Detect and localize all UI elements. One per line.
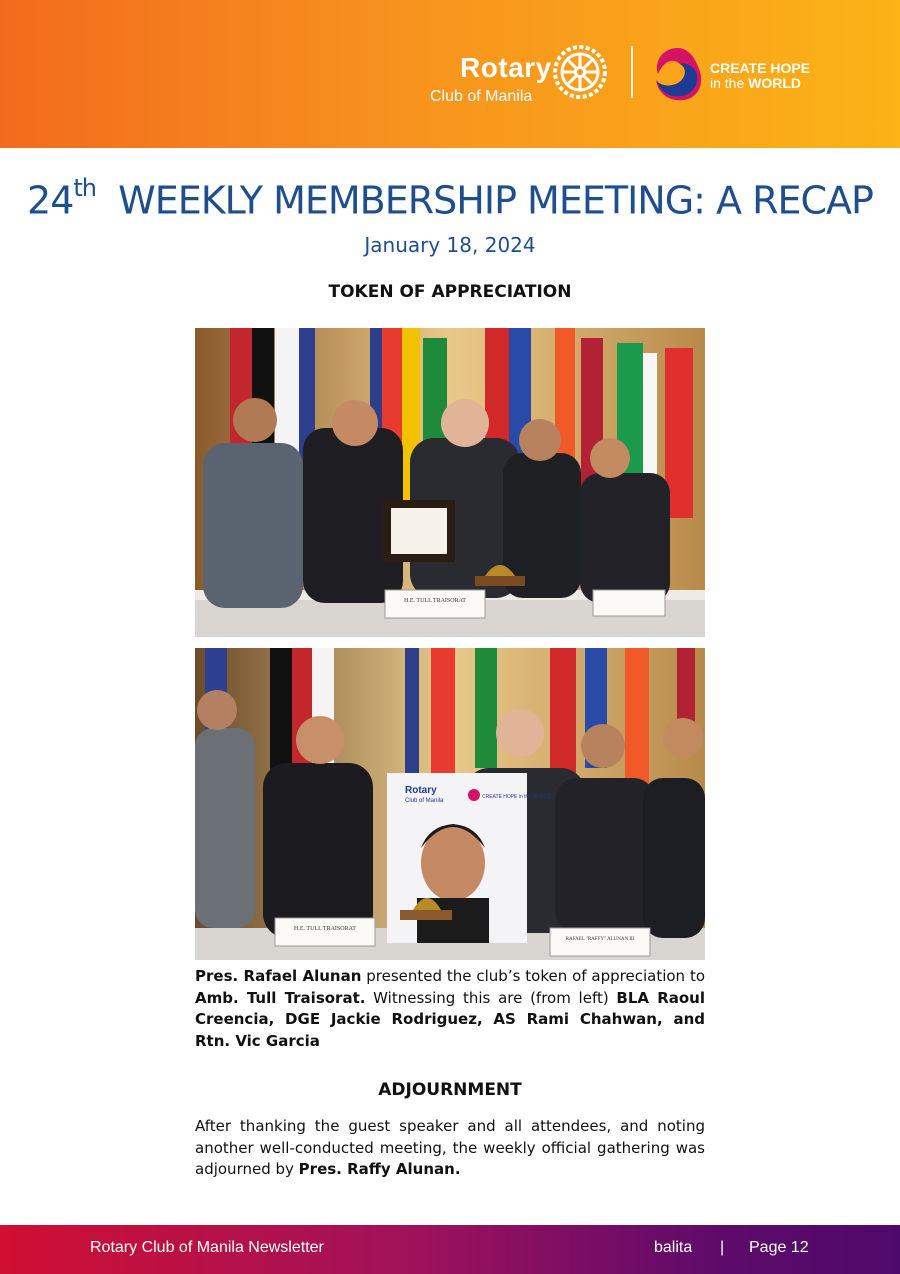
theme-line-2-prefix: in the xyxy=(710,75,749,91)
caption-witnesses: BLA Raoul Creencia, DGE Jackie Rodriguez, AS Rami Chahwan, and Rtn. Vic Garcia xyxy=(195,988,705,1050)
footer-balita: balita xyxy=(654,1239,693,1256)
header-banner xyxy=(0,0,900,148)
photo-token-presentation xyxy=(195,328,705,637)
adjournment-paragraph xyxy=(195,1116,705,1181)
theme-line-2-bold: WORLD xyxy=(748,75,802,91)
theme-line-2 xyxy=(710,76,810,91)
title-ordinal-suffix: th xyxy=(73,174,96,202)
adjournment-text: After thanking the guest speaker and all attendees, and noting another well-conducted meeting, the weekly official gathering was adjourned by xyxy=(195,1117,705,1178)
photo1-placard-text: H.E. TULL TRAISORAT xyxy=(404,598,466,604)
theme-line-1: CREATE HOPE xyxy=(710,60,811,76)
create-hope-logo-icon xyxy=(650,44,706,106)
photo-banner-presentation xyxy=(195,648,705,960)
logo-divider xyxy=(631,46,633,98)
caption-recipient: Amb. Tull Traisorat. xyxy=(195,988,366,1007)
footer-separator: | xyxy=(720,1239,725,1256)
caption-text-1: presented the club’s token of appreciation to xyxy=(361,967,705,985)
title-text: WEEKLY MEMBERSHIP MEETING: A RECAP xyxy=(118,178,873,223)
page-footer xyxy=(0,1225,900,1274)
adjournment-president: Pres. Raffy Alunan. xyxy=(298,1160,461,1178)
section-heading-token: TOKEN OF APPRECIATION xyxy=(328,282,572,302)
page-title xyxy=(0,174,900,223)
photo2-placard-right-text: RAFAEL "RAFFY" ALUNAN III xyxy=(565,937,635,942)
caption-presenter: Pres. Rafael Alunan xyxy=(195,967,362,985)
footer-newsletter-name: Rotary Club of Manila Newsletter xyxy=(90,1239,324,1256)
theme-text xyxy=(710,61,810,91)
title-number: 24 xyxy=(27,178,74,223)
photo2-banner-club: Club of Manila xyxy=(405,798,444,804)
rotary-wheel-icon xyxy=(552,44,608,100)
photo2-banner-rotary: Rotary xyxy=(405,785,437,796)
club-name: Club of Manila xyxy=(430,88,533,105)
photo-caption xyxy=(195,966,705,1052)
photo2-banner-theme: CREATE HOPE in the WORLD xyxy=(482,794,552,800)
meeting-date: January 18, 2024 xyxy=(364,233,536,257)
footer-page-number: Page 12 xyxy=(749,1239,809,1256)
caption-text-2: Witnessing this are (from left) xyxy=(365,988,617,1007)
section-heading-adjournment: ADJOURNMENT xyxy=(378,1080,522,1100)
photo2-placard-left-text: H.E. TULL TRAISORAT xyxy=(294,926,356,932)
rotary-wordmark: Rotary xyxy=(460,52,552,83)
